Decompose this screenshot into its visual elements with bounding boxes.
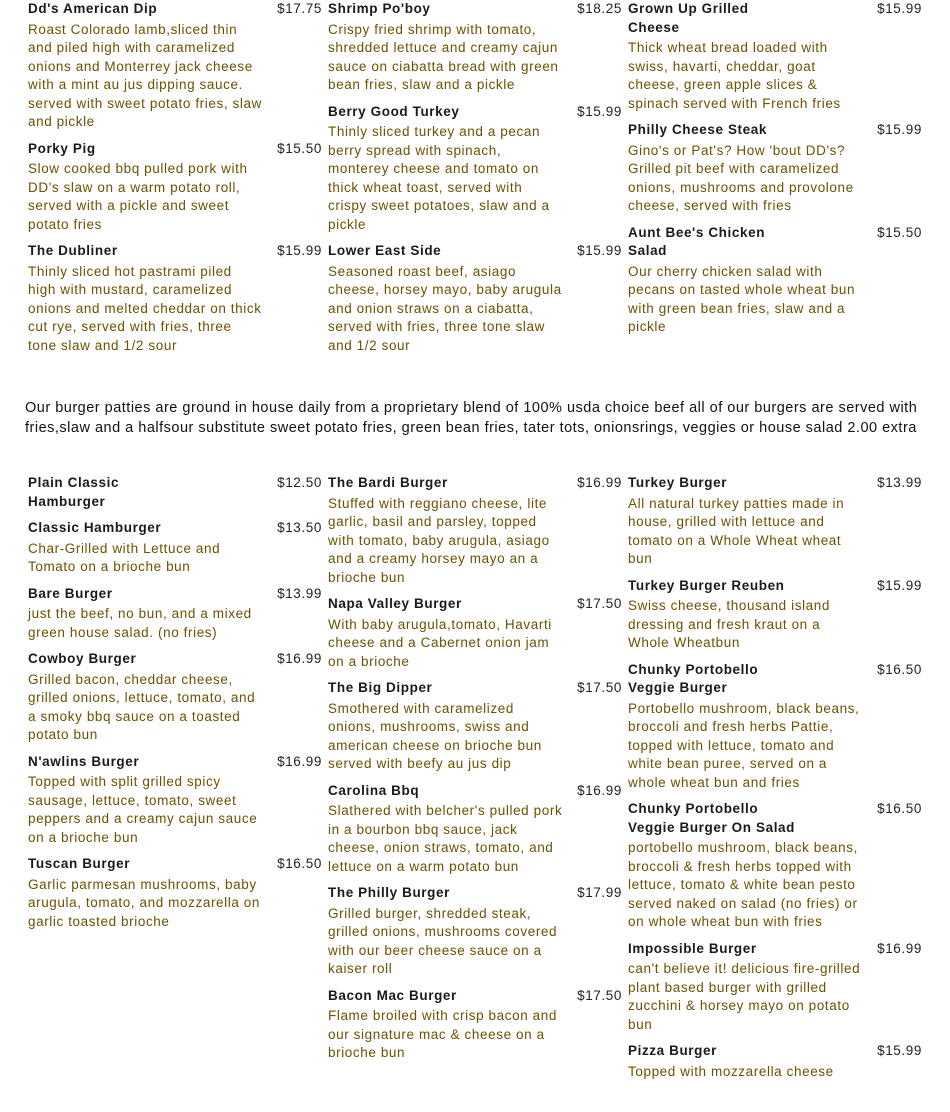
menu-item-description: Roast Colorado lamb,sliced thin and piled high with caramelized onions and Monterrey jack cheese with a mint au jus dipping sauce. served with sweet potato fries, slaw and pickle <box>28 21 262 129</box>
menu-item-description: Thinly sliced hot pastrami piled high with mustard, caramelized onions and melted cheddar on thick cut rye, served with fries, three tone slaw and 1/2 sour <box>28 263 262 353</box>
menu-item-name: Pizza Burger <box>628 1043 717 1058</box>
menu-item-name: Chunky Portobello Veggie Burger On Salad <box>628 801 795 835</box>
menu-item-header <box>28 753 322 772</box>
menu-item <box>325 595 625 671</box>
menu-item-name: Shrimp Po'boy <box>328 1 431 16</box>
menu-item-price: $16.99 <box>577 475 622 490</box>
menu-item <box>625 0 925 113</box>
menu-item-price: $15.99 <box>577 243 622 258</box>
menu-item <box>625 1042 925 1081</box>
menu-item-header <box>628 224 922 261</box>
menu-item-name: Berry Good Turkey <box>328 103 460 119</box>
menu-item-price: $15.99 <box>877 1043 922 1058</box>
menu-item <box>625 800 925 932</box>
menu-item-price: $17.50 <box>577 596 622 611</box>
menu-item-name: Lower East Side <box>328 243 442 258</box>
sandwich-columns <box>25 0 925 363</box>
menu-item-price: $13.50 <box>277 520 322 535</box>
menu-item <box>325 884 625 979</box>
menu-item-header <box>328 595 622 614</box>
burger-section <box>25 474 925 1089</box>
menu-item-header <box>28 474 322 511</box>
menu-item-header <box>28 855 322 874</box>
menu-item-price: $16.99 <box>277 651 322 666</box>
menu-item-header <box>328 103 622 122</box>
menu-item-header <box>628 661 922 698</box>
menu-item-price: $15.99 <box>277 243 322 258</box>
menu-item <box>625 121 925 216</box>
menu-item <box>25 0 325 132</box>
menu-item-price: $16.50 <box>877 661 922 677</box>
menu-item-price: $16.50 <box>877 801 922 816</box>
menu-item-header <box>328 0 622 19</box>
menu-item-name: Plain Classic Hamburger <box>28 475 120 509</box>
menu-item-description: Topped with split grilled spicy sausage, lettuce, tomato, sweet peppers and a creamy cajun sauce on a brioche bun <box>28 774 258 845</box>
menu-item-header <box>328 782 622 801</box>
menu-item-name: Porky Pig <box>28 140 96 156</box>
menu-item-description: just the beef, no bun, and a mixed green house salad. (no fries) <box>28 606 252 640</box>
menu-item-price: $17.75 <box>277 1 322 16</box>
menu-item-header <box>628 474 922 493</box>
menu-item-name: The Philly Burger <box>328 885 450 900</box>
menu-item-price: $12.50 <box>277 475 322 490</box>
menu-item <box>325 242 625 355</box>
menu-item-price: $17.50 <box>577 987 622 1003</box>
menu-item-name: Turkey Burger Reuben <box>628 577 785 593</box>
menu-item <box>25 855 325 931</box>
menu-item-header <box>628 0 922 37</box>
menu-item <box>25 753 325 848</box>
menu-item-name: N'awlins Burger <box>28 753 140 769</box>
menu-item-name: Impossible Burger <box>628 940 757 956</box>
menu-column <box>625 474 925 1089</box>
menu-item-description: Our cherry chicken salad with pecans on tasted whole wheat bun with green bean fries, slaw and a pickle <box>628 263 856 334</box>
menu-item <box>625 577 925 653</box>
menu-item <box>325 987 625 1063</box>
menu-item <box>325 103 625 235</box>
menu-item <box>625 940 925 1035</box>
menu-item-header <box>628 1042 922 1061</box>
menu-item-description: Topped with mozzarella cheese <box>628 1063 834 1079</box>
menu-item-description: Seasoned roast beef, asiago cheese, horsey mayo, baby arugula and onion straws on a ciabatta, served with fries, three tone slaw and 1/2 sour <box>328 263 562 353</box>
sandwich-section <box>25 0 925 363</box>
menu-column <box>25 0 325 363</box>
menu-item-name: Classic Hamburger <box>28 520 162 535</box>
menu-item-price: $15.50 <box>877 224 922 240</box>
menu-item-price: $16.99 <box>877 940 922 956</box>
menu-item-header <box>328 987 622 1006</box>
menu-item-price: $16.99 <box>577 782 622 798</box>
menu-item <box>325 679 625 774</box>
menu-item-description: Portobello mushroom, black beans, broccoli and fresh herbs Pattie, topped with lettuce, tomato and white bean puree, served on a whole wheat bun and fries <box>628 700 860 790</box>
menu-item-price: $17.50 <box>577 680 622 695</box>
menu-item-name: Philly Cheese Steak <box>628 122 767 137</box>
menu-item-name: Dd's American Dip <box>28 1 158 16</box>
menu-item-description: Grilled bacon, cheddar cheese, grilled onions, lettuce, tomato, and a smoky bbq sauce on a toasted potato bun <box>28 671 256 742</box>
menu-item-name: Chunky Portobello Veggie Burger <box>628 661 759 695</box>
menu-item-price: $15.99 <box>577 103 622 119</box>
menu-item-price: $17.99 <box>577 885 622 900</box>
menu-item-header <box>628 121 922 140</box>
menu-item-name: Carolina Bbq <box>328 782 420 798</box>
menu-item-name: Aunt Bee's Chicken Salad <box>628 224 766 258</box>
menu-item-description: Swiss cheese, thousand island dressing and fresh kraut on a Whole Wheatbun <box>628 598 831 650</box>
menu-item-header <box>628 577 922 596</box>
menu-item-description: Stuffed with reggiano cheese, lite garlic, basil and parsley, topped with tomato, baby arugula, asiago and a creamy horsey mayo an a brioche bun <box>328 495 550 585</box>
menu-column <box>625 0 925 363</box>
menu-item-price: $15.99 <box>877 577 922 593</box>
menu-item-description: Char-Grilled with Lettuce and Tomato on a brioche bun <box>28 540 221 574</box>
menu-item <box>25 650 325 745</box>
menu-item-description: Thick wheat bread loaded with swiss, havarti, cheddar, goat cheese, green apple slices & spinach served with French fries <box>628 40 841 111</box>
menu-item-name: The Big Dipper <box>328 680 433 695</box>
menu-item-price: $13.99 <box>877 475 922 490</box>
menu-item-name: Napa Valley Burger <box>328 596 462 611</box>
menu-item-description: portobello mushroom, black beans, broccoli & fresh herbs topped with lettuce, tomato & white bean pesto served naked on salad (no fries) or on whole wheat bun with fries <box>628 840 858 929</box>
menu-item-name: Cowboy Burger <box>28 651 137 666</box>
menu-item <box>25 474 325 511</box>
menu-item-price: $13.99 <box>277 585 322 601</box>
menu-item-header <box>328 884 622 903</box>
menu-item-header <box>28 0 322 19</box>
menu-column <box>325 474 625 1089</box>
menu-item-price: $15.99 <box>877 1 922 16</box>
menu-item-name: The Dubliner <box>28 243 118 258</box>
menu-item-description: Slow cooked bbq pulled pork with DD's slaw on a warm potato roll, served with a pickle and sweet potato fries <box>28 161 248 232</box>
menu-item <box>25 242 325 355</box>
menu-item-description: Crispy fried shrimp with tomato, shredded lettuce and creamy cajun sauce on ciabatta bread with green bean fries, slaw and a pickle <box>328 21 559 92</box>
menu-item-header <box>28 585 322 604</box>
menu-column <box>25 474 325 1089</box>
menu-item <box>25 140 325 235</box>
menu-item-description: can't believe it! delicious fire-grilled plant based burger with grilled zucchini & horsey mayo on potato bun <box>628 961 861 1032</box>
menu-item-price: $15.50 <box>277 140 322 156</box>
menu-item <box>625 224 925 337</box>
menu-item-description: Flame broiled with crisp bacon and our signature mac & cheese on a brioche bun <box>328 1008 558 1060</box>
menu-item-description: Slathered with belcher's pulled pork in a bourbon bbq sauce, jack cheese, onion straws, tomato, and lettuce on a warm potato bun <box>328 803 563 874</box>
menu-item-description: With baby arugula,tomato, Havarti cheese and a Cabernet onion jam on a brioche <box>328 616 552 669</box>
menu-item <box>625 661 925 793</box>
menu-item-header <box>28 519 322 538</box>
menu-item <box>325 0 625 95</box>
menu-item-description: Thinly sliced turkey and a pecan berry spread with spinach, monterey cheese and tomato on thick wheat toast, served with crispy sweet potatoes, slaw and a pickle <box>328 124 550 232</box>
menu-item <box>325 782 625 877</box>
menu-item-header <box>328 679 622 698</box>
menu-item <box>625 474 925 569</box>
menu-item-price: $16.50 <box>277 856 322 871</box>
menu-column <box>325 0 625 363</box>
menu-item <box>325 474 625 587</box>
menu-item-price: $16.99 <box>277 753 322 769</box>
menu-item-name: Tuscan Burger <box>28 856 131 871</box>
menu-item-header <box>628 940 922 959</box>
menu-item-description: Grilled burger, shredded steak, grilled onions, mushrooms covered with our beer cheese sauce on a kaiser roll <box>328 905 558 976</box>
burger-intro-text: Our burger patties are ground in house daily from a proprietary blend of 100% usda choice beef all of our burgers are served with fries,slaw and a halfsour substitute sweet potato fries, green bean fries, tater tots, onionsrings, veggies or house salad 2.00 extra <box>25 400 918 436</box>
menu-item-description: Gino's or Pat's? How 'bout DD's? Grilled pit beef with caramelized onions, mushrooms and provolone cheese, served with fries <box>628 142 854 213</box>
menu-item-header <box>28 650 322 669</box>
menu-item-name: Turkey Burger <box>628 475 728 490</box>
menu-item-price: $18.25 <box>577 1 622 16</box>
menu-item-header <box>28 140 322 159</box>
menu-item <box>25 519 325 577</box>
burger-columns <box>25 474 925 1089</box>
menu-item-name: Bacon Mac Burger <box>328 987 457 1003</box>
menu-item-header <box>28 242 322 261</box>
menu-item-name: Bare Burger <box>28 585 113 601</box>
menu-item <box>25 585 325 643</box>
menu-item-header <box>328 474 622 493</box>
menu-item-header <box>328 242 622 261</box>
menu-item-header <box>628 800 922 837</box>
menu-item-price: $15.99 <box>877 122 922 137</box>
menu-item-description: Smothered with caramelized onions, mushrooms, swiss and american cheese on brioche bun served with beefy au jus dip <box>328 700 542 771</box>
menu-item-description: Garlic parmesan mushrooms, baby arugula, tomato, and mozzarella on garlic toasted brioche <box>28 876 261 929</box>
menu-item-name: The Bardi Burger <box>328 475 448 490</box>
menu-item-name: Grown Up Grilled Cheese <box>628 1 749 35</box>
menu-item-description: All natural turkey patties made in house, grilled with lettuce and tomato on a Whole Wheat wheat bun <box>628 495 845 566</box>
